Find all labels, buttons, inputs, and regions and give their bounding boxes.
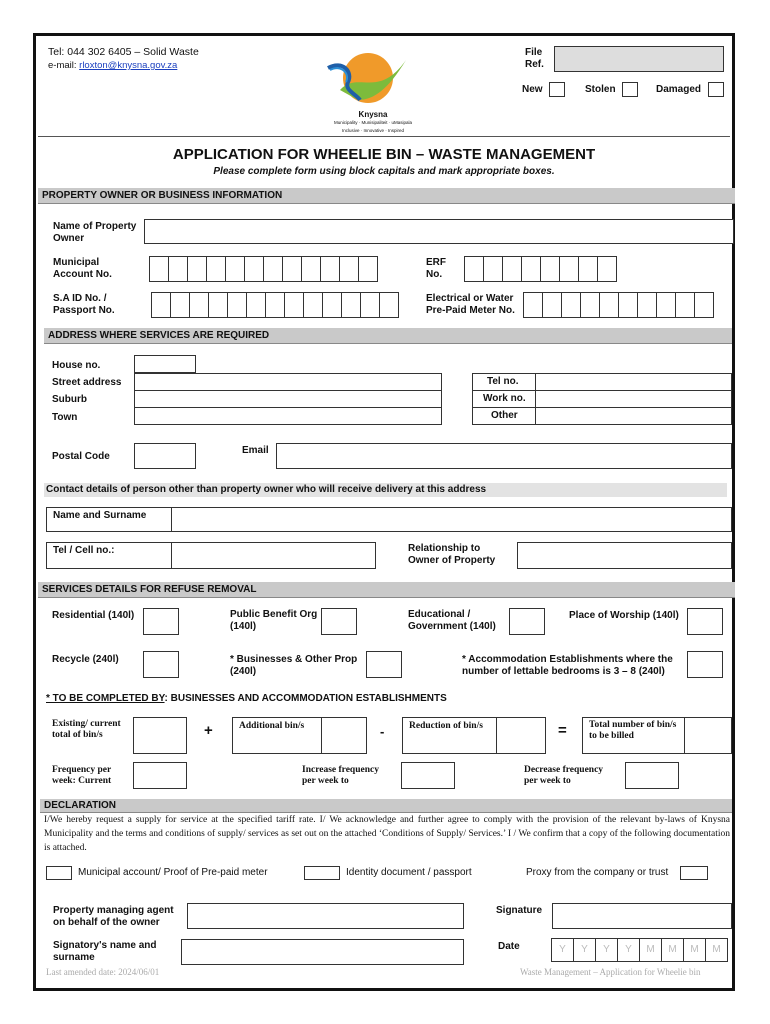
business-heading [46,693,447,705]
date-cell[interactable]: Y [573,938,596,962]
date-cell[interactable]: M [639,938,662,962]
doc2-label: Identity document / passport [346,867,472,878]
educational-checkbox[interactable] [509,608,545,635]
tel-label-cell [472,373,536,391]
knysna-logo [318,50,428,136]
meter-label: Electrical or Water Pre-Paid Meter No. [426,293,515,316]
tel-label: Tel no. [487,376,519,387]
residential-label: Residential (140l) [52,610,135,621]
municipal-account-label: Municipal Account No. [53,257,112,280]
date-cell[interactable]: Y [551,938,574,962]
section-owner-heading: PROPERTY OWNER OR BUSINESS INFORMATION [38,188,735,204]
additional-label: Additional bin/s [239,721,305,731]
other-label-cell [472,407,536,425]
contact-heading: Contact details of person other than property owner who will receive delivery at this address [46,484,487,495]
contact-tel-field[interactable] [171,542,376,569]
footer-form-name: Waste Management – Application for Wheelie bin [520,967,701,977]
street-field[interactable] [134,373,442,391]
file-ref-field[interactable] [554,46,724,72]
date-cell[interactable]: Y [595,938,618,962]
doc1-checkbox[interactable] [46,866,72,880]
contact-tel-label: Tel / Cell no.: [53,545,115,556]
section-services-heading: SERVICES DETAILS FOR REFUSE REMOVAL [38,582,735,598]
tel-field[interactable] [535,373,732,391]
frequency-label: Frequency per week: Current [52,765,112,786]
recycle-label: Recycle (240l) [52,654,119,665]
header-email-row [48,60,177,72]
email-field[interactable] [276,443,732,469]
section-declaration-heading: DECLARATION [40,799,732,813]
accommodation-label-1: * Accommodation Establishments where the [462,654,673,665]
section-address-heading: ADDRESS WHERE SERVICES ARE REQUIRED [44,328,732,344]
business-heading-b: : BUSINESSES AND ACCOMMODATION ESTABLISHMENTS [164,693,447,704]
doc2-checkbox[interactable] [304,866,340,880]
plus-sign: + [204,722,213,739]
page-title: APPLICATION FOR WHEELIE BIN – WASTE MANAGEMENT [172,146,596,163]
educational-label: Educational / Government (140l) [408,609,496,632]
other-field[interactable] [535,407,732,425]
reduction-label: Reduction of bin/s [409,721,483,731]
contact-name-field[interactable] [171,507,732,532]
businesses-checkbox[interactable] [366,651,402,678]
erf-grid[interactable] [465,256,617,282]
agent-field[interactable] [187,903,464,929]
stolen-label: Stolen [585,84,616,95]
erf-label: ERF No. [426,257,446,280]
stolen-checkbox[interactable] [622,82,638,97]
total-label: Total number of bin/s to be billed [589,720,677,741]
work-field[interactable] [535,390,732,408]
other-label: Other [491,410,518,421]
business-heading-a: * TO BE COMPLETED BY [46,693,165,704]
signatory-label: Signatory's name and surname [53,940,157,963]
agent-label: Property managing agent on behalf of the owner [53,905,174,928]
doc1-label: Municipal account/ Proof of Pre-paid meter [78,867,268,878]
suburb-label: Suburb [52,394,87,405]
date-cell[interactable]: Y [617,938,640,962]
relationship-field[interactable] [517,542,732,569]
new-checkbox[interactable] [549,82,565,97]
email-label: Email [242,445,269,456]
said-label: S.A ID No. / Passport No. [53,293,115,316]
worship-checkbox[interactable] [687,608,723,635]
date-grid[interactable] [552,938,728,962]
logo-name: Knysna [358,110,388,119]
page-subtitle: Please complete form using block capitals and mark appropriate boxes. [213,166,555,177]
contact-tel-label-cell [46,542,172,569]
date-cell[interactable]: M [683,938,706,962]
worship-label: Place of Worship (140l) [569,610,679,621]
date-label: Date [498,941,520,952]
additional-field[interactable] [321,717,367,754]
decrease-label: Decrease frequency per week to [524,765,604,786]
recycle-checkbox[interactable] [143,651,179,678]
doc3-label: Proxy from the company or trust [526,867,669,878]
contact-name-label: Name and Surname [53,510,147,521]
meter-grid[interactable] [524,292,714,318]
logo-emblem-icon [318,50,428,112]
owner-name-label: Name of Property Owner [53,221,137,244]
businesses-label: * Businesses & Other Prop (240l) [230,654,358,677]
existing-label: Existing/ current total of bin/s [52,719,121,740]
date-cell[interactable]: M [661,938,684,962]
logo-line1: Municipality · Munisipaliteit · uMasipala [333,120,413,125]
postal-field[interactable] [134,443,196,469]
date-cell[interactable]: M [705,938,728,962]
increase-field[interactable] [401,762,455,789]
file-ref-label: File Ref. [525,47,544,70]
logo-line2: Inclusive · Innovative · Inspired [341,128,405,133]
header-divider [38,136,730,137]
owner-name-field[interactable] [144,219,734,244]
public-benefit-label: Public Benefit Org (140l) [230,609,318,632]
footer-amended: Last amended date: 2024/06/01 [46,967,160,977]
work-label: Work no. [483,393,526,404]
equals-sign: = [558,722,567,739]
said-grid[interactable] [152,292,399,318]
email-link[interactable]: rloxton@knysna.gov.za [79,60,178,71]
email-prefix: e-mail: [48,60,80,71]
minus-sign: - [380,724,385,739]
accommodation-checkbox[interactable] [687,651,723,678]
suburb-field[interactable] [134,390,442,408]
signatory-field[interactable] [181,939,464,965]
signature-field[interactable] [552,903,732,929]
new-label: New [522,84,543,95]
existing-field[interactable] [133,717,187,754]
work-label-cell [472,390,536,408]
frequency-field[interactable] [133,762,187,789]
header-tel: Tel: 044 302 6405 – Solid Waste [48,46,199,58]
total-field[interactable] [684,717,732,754]
doc3-checkbox[interactable] [680,866,708,880]
town-label: Town [52,412,78,423]
relationship-label: Relationship to Owner of Property [408,543,496,566]
town-field[interactable] [134,407,442,425]
contact-name-label-cell [46,507,172,532]
postal-label: Postal Code [52,451,110,462]
house-label: House no. [52,360,101,371]
damaged-label: Damaged [656,84,702,95]
declaration-text: I/We hereby request a supply for service at the specified tariff rate. I/ We acknowledge and further agree to comply with the provision of the relevant by-laws of Knysna Municipality and the terms and conditions of supply/ services as set out on the attached ‘Conditions of Supply/ Services.’ I / We confirm that a copy of the following documentation is attached. [44,815,730,853]
house-field[interactable] [134,355,196,373]
increase-label: Increase frequency per week to [302,765,379,786]
street-label: Street address [52,377,122,388]
decrease-field[interactable] [625,762,679,789]
accommodation-label-2: number of lettable bedrooms is 3 – 8 (240l) [462,666,665,677]
signature-label: Signature [496,905,543,916]
residential-checkbox[interactable] [143,608,179,635]
public-benefit-checkbox[interactable] [321,608,357,635]
damaged-checkbox[interactable] [708,82,724,97]
reduction-field[interactable] [496,717,546,754]
municipal-account-grid[interactable] [150,256,378,282]
